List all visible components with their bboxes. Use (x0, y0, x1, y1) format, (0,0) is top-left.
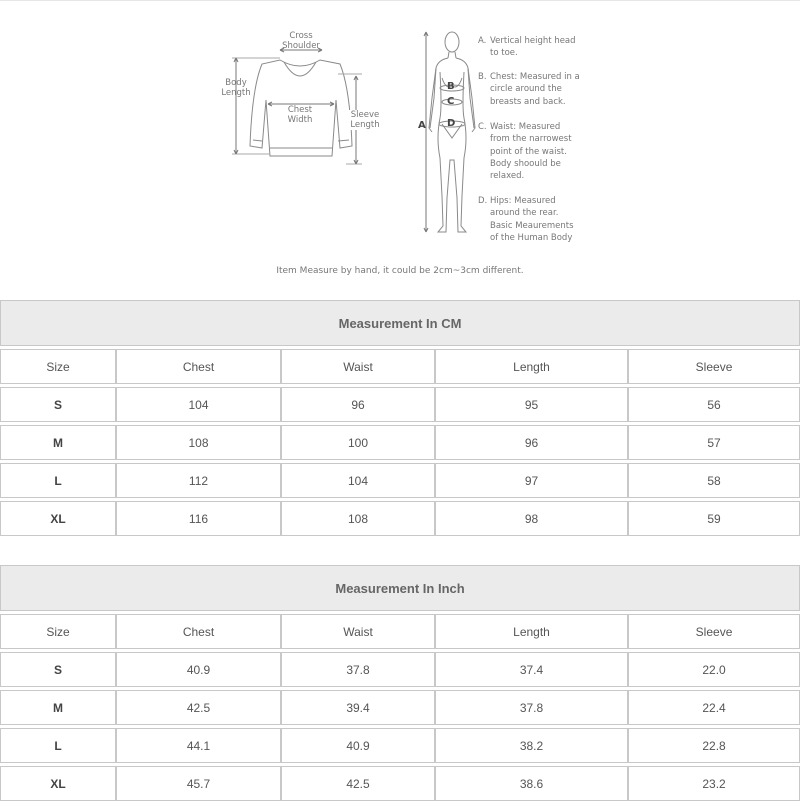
legend-marker: C. (478, 122, 487, 132)
chest-cell: 40.9 (116, 652, 281, 687)
header-chest: Chest (116, 614, 281, 649)
waist-cell: 104 (281, 463, 435, 498)
body-letter-b: B (447, 81, 455, 92)
legend-marker: A. (478, 36, 487, 46)
chest-cell: 108 (116, 425, 281, 460)
sleeve-cell: 58 (628, 463, 800, 498)
table-title: Measurement In Inch (0, 565, 800, 611)
length-cell: 37.8 (435, 690, 628, 725)
length-cell: 37.4 (435, 652, 628, 687)
sleeve-cell: 22.4 (628, 690, 800, 725)
table-row (0, 387, 800, 422)
legend-text: Hips: Measured around the rear. Basic Meaurements of the Human Body (490, 196, 574, 243)
chest-cell: 116 (116, 501, 281, 536)
header-sleeve: Sleeve (628, 349, 800, 384)
waist-cell: 40.9 (281, 728, 435, 763)
size-cell: XL (0, 766, 116, 801)
measurement-note: Item Measure by hand, it could be 2cm~3cm different. (276, 266, 524, 276)
waist-cell: 37.8 (281, 652, 435, 687)
sleeve-cell: 22.0 (628, 652, 800, 687)
body-letter-a: A (418, 120, 426, 131)
legend-marker: B. (478, 72, 487, 82)
length-cell: 38.6 (435, 766, 628, 801)
header-waist: Waist (281, 349, 435, 384)
header-chest: Chest (116, 349, 281, 384)
length-cell: 96 (435, 425, 628, 460)
sleeve-cell: 23.2 (628, 766, 800, 801)
cross-shoulder-label: Cross Shoulder (282, 31, 320, 51)
table-row (0, 766, 800, 801)
legend-text: Vertical height head to toe. (490, 36, 576, 59)
legend-marker: D. (478, 196, 488, 206)
table-title: Measurement In CM (0, 300, 800, 346)
header-size: Size (0, 349, 116, 384)
header-sleeve: Sleeve (628, 614, 800, 649)
header-length: Length (435, 349, 628, 384)
sleeve-cell: 22.8 (628, 728, 800, 763)
length-cell: 38.2 (435, 728, 628, 763)
legend-item-b (478, 71, 608, 108)
body-letter-c: C (447, 96, 455, 107)
sleeve-cell: 59 (628, 501, 800, 536)
table-row (0, 728, 800, 763)
size-cell: L (0, 728, 116, 763)
legend-item-c (478, 121, 608, 182)
size-cell: S (0, 387, 116, 422)
body-letter-d: D (447, 118, 456, 129)
table-header-row (0, 614, 800, 649)
table-row (0, 690, 800, 725)
chest-cell: 104 (116, 387, 281, 422)
table-row (0, 652, 800, 687)
measurement-table-cm (0, 300, 800, 536)
chest-cell: 42.5 (116, 690, 281, 725)
sleeve-cell: 56 (628, 387, 800, 422)
sleeve-length-label: Sleeve Length (342, 110, 388, 130)
table-row (0, 425, 800, 460)
waist-cell: 96 (281, 387, 435, 422)
size-cell: S (0, 652, 116, 687)
table-row (0, 501, 800, 536)
legend-item-d (478, 195, 608, 244)
legend-text: Chest: Measured in a circle around the breasts and back. (490, 72, 580, 107)
measurement-table-inch (0, 565, 800, 801)
size-cell: M (0, 690, 116, 725)
top-divider (0, 0, 800, 1)
human-body-diagram (412, 28, 486, 240)
waist-cell: 39.4 (281, 690, 435, 725)
chest-cell: 44.1 (116, 728, 281, 763)
length-cell: 95 (435, 387, 628, 422)
header-length: Length (435, 614, 628, 649)
header-waist: Waist (281, 614, 435, 649)
waist-cell: 108 (281, 501, 435, 536)
header-size: Size (0, 614, 116, 649)
waist-cell: 42.5 (281, 766, 435, 801)
sleeve-cell: 57 (628, 425, 800, 460)
body-length-label: Body Length (221, 78, 251, 98)
size-cell: M (0, 425, 116, 460)
length-cell: 98 (435, 501, 628, 536)
legend-item-a (478, 35, 608, 60)
table-header-row (0, 349, 800, 384)
chest-cell: 112 (116, 463, 281, 498)
size-cell: L (0, 463, 116, 498)
chest-width-label: Chest Width (278, 105, 322, 125)
length-cell: 97 (435, 463, 628, 498)
legend-text: Waist: Measured from the narrowest point of the waist. Body shoould be relaxed. (490, 122, 572, 182)
table-row (0, 463, 800, 498)
size-cell: XL (0, 501, 116, 536)
waist-cell: 100 (281, 425, 435, 460)
chest-cell: 45.7 (116, 766, 281, 801)
